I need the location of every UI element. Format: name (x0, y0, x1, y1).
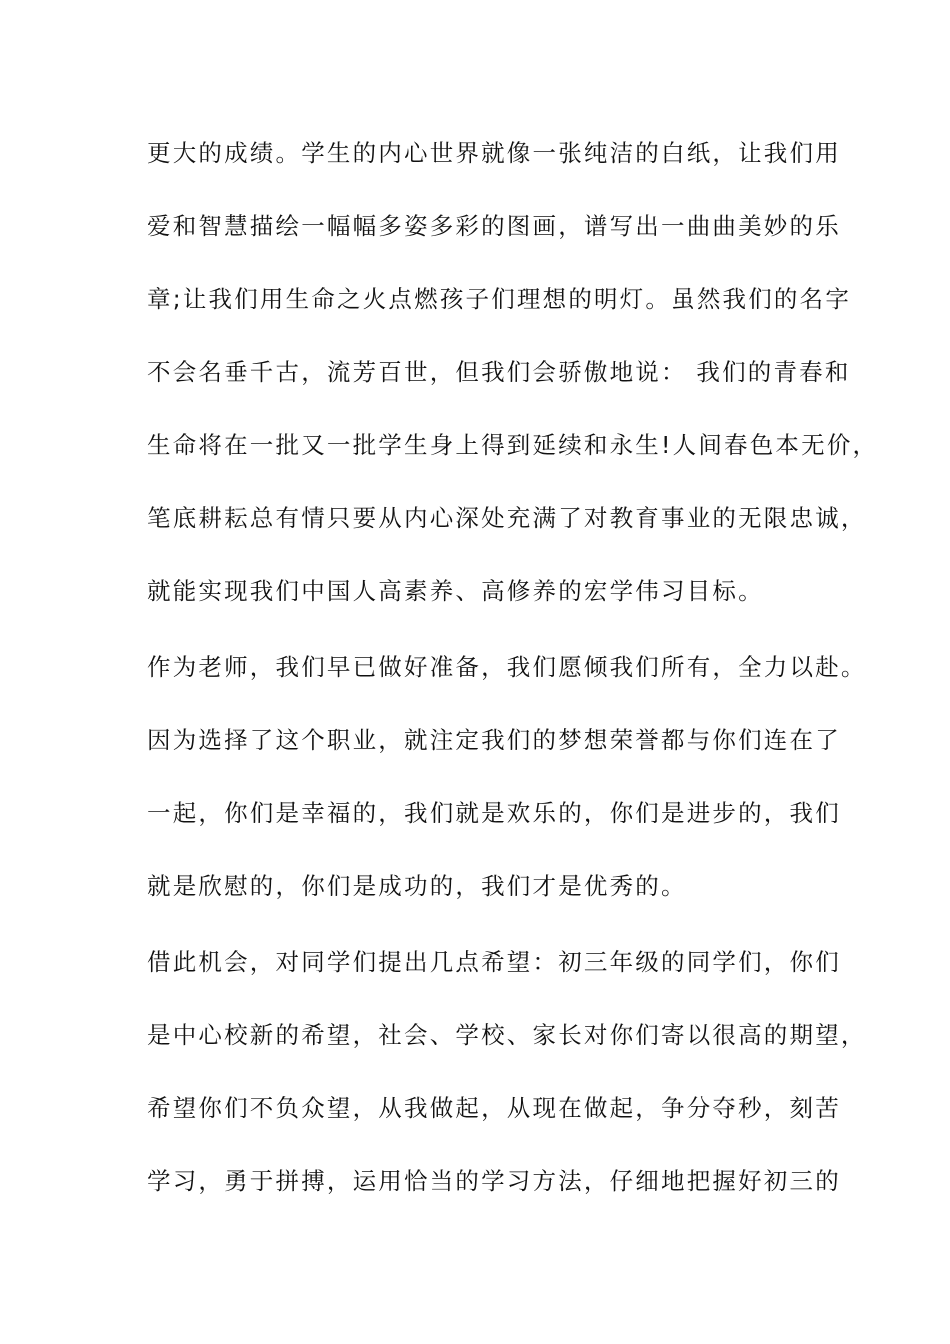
text-line: 作为老师，我们早已做好准备，我们愿倾我们所有，全力以赴。 (147, 653, 867, 681)
text-line: 因为选择了这个职业，就注定我们的梦想荣誉都与你们连在了 (147, 726, 841, 754)
text-line: 一起，你们是幸福的，我们就是欢乐的，你们是进步的，我们 (147, 799, 841, 827)
text-line: 笔底耕耘总有情只要从内心深处充满了对教育事业的无限忠诚， (147, 504, 867, 532)
text-line: 更大的成绩。学生的内心世界就像一张纯洁的白纸，让我们用 (147, 139, 841, 167)
text-line: 是中心校新的希望，社会、学校、家长对你们寄以很高的期望， (147, 1021, 867, 1049)
text-line: 不会名垂千古，流芳百世，但我们会骄傲地说： 我们的青春和 (147, 358, 851, 386)
text-line: 希望你们不负众望，从我做起，从现在做起，争分夺秒，刻苦 (147, 1094, 841, 1122)
text-line: 借此机会，对同学们提出几点希望：初三年级的同学们，你们 (147, 948, 841, 976)
text-line: 就能实现我们中国人高素养、高修养的宏学伟习目标。 (147, 577, 764, 605)
text-line: 生命将在一批又一批学生身上得到延续和永生!人间春色本无价， (147, 431, 879, 459)
text-line: 爱和智慧描绘一幅幅多姿多彩的图画，谱写出一曲曲美妙的乐 (147, 212, 841, 240)
text-line: 就是欣慰的，你们是成功的，我们才是优秀的。 (147, 872, 687, 900)
text-line: 章;让我们用生命之火点燃孩子们理想的明灯。虽然我们的名字 (147, 285, 852, 313)
text-line: 学习，勇于拼搏，运用恰当的学习方法，仔细地把握好初三的 (147, 1167, 841, 1195)
